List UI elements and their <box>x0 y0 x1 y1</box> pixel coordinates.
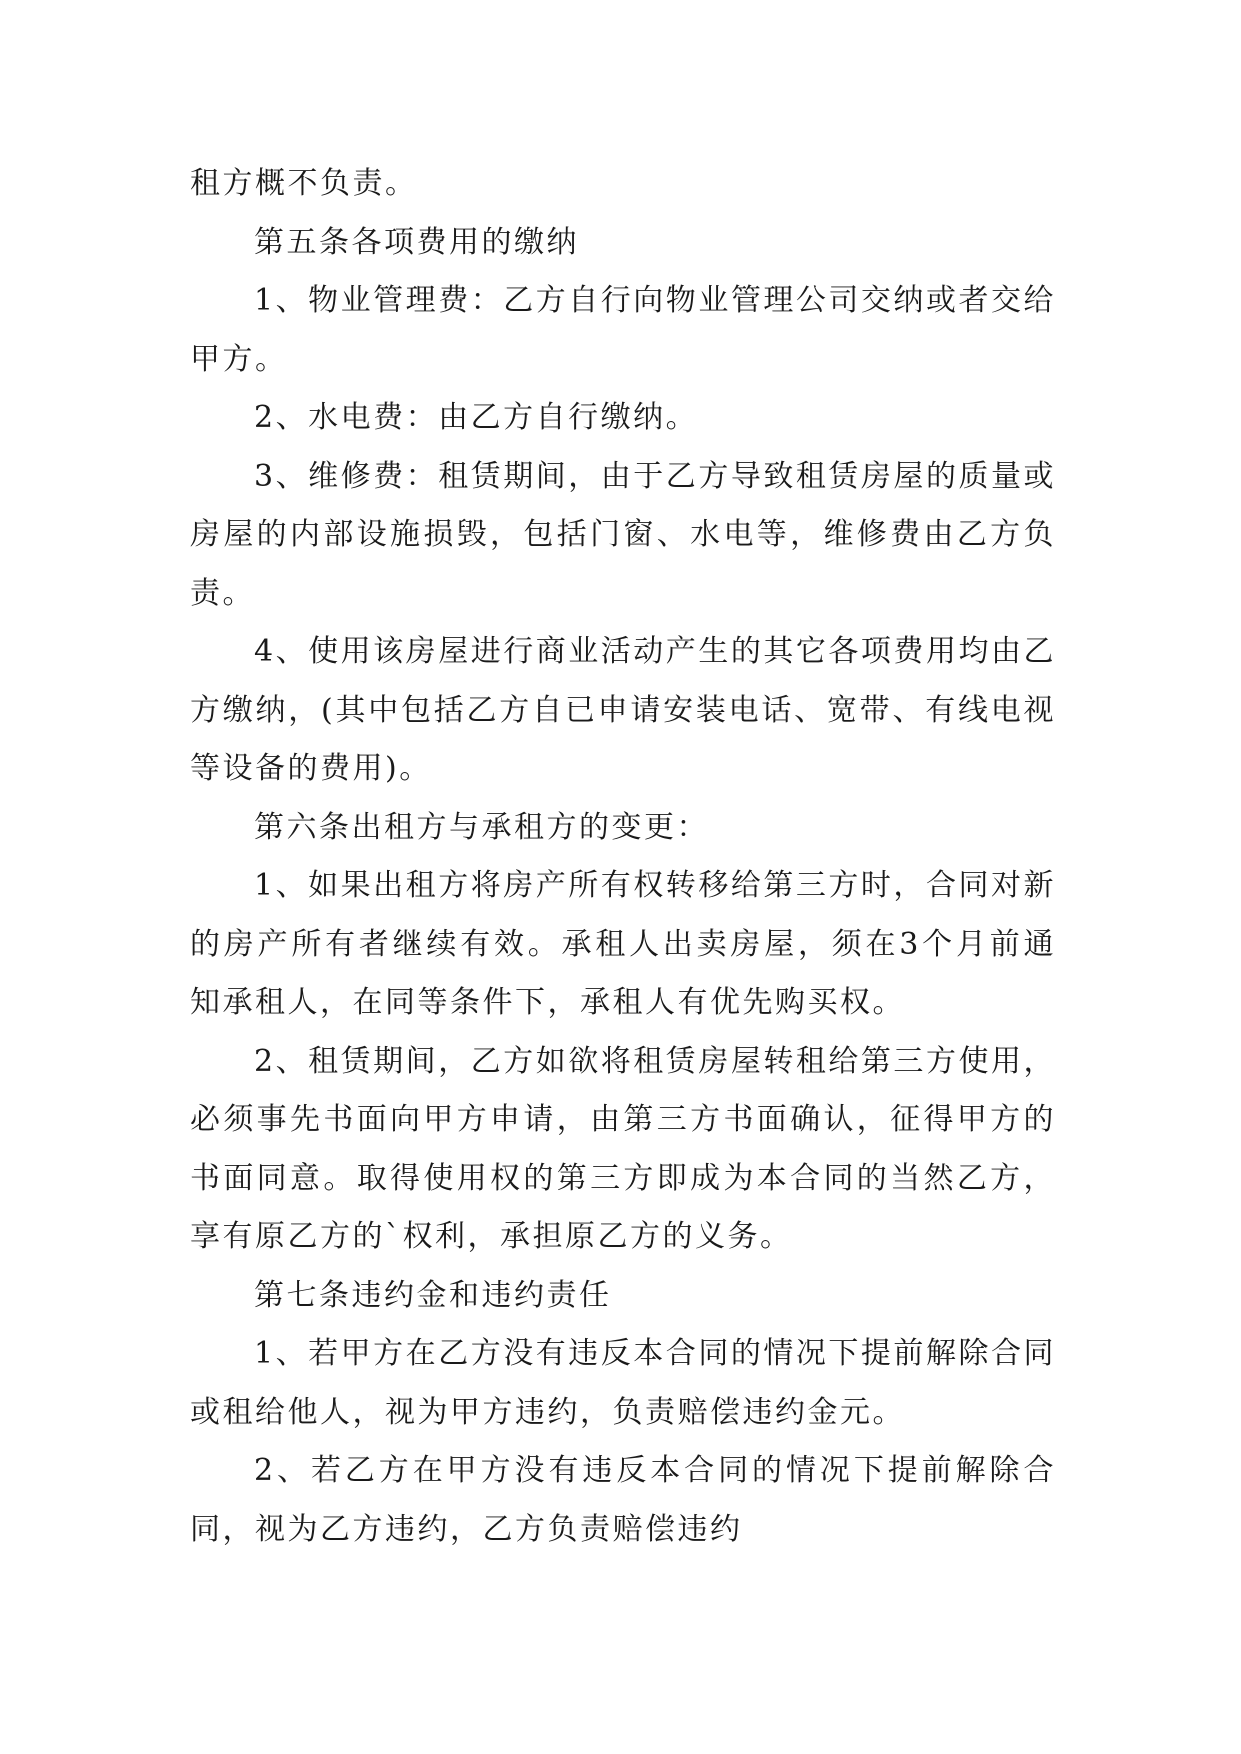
clause-5-2: 2、水电费：由乙方自行缴纳。 <box>254 400 699 435</box>
clause-5-4: 4、使用该房屋进行商业活动产生的其它各项费用均由乙方缴纳，(其中包括乙方自已申请安装电话、宽带、有线电视等设备的费用)。 <box>190 634 1056 786</box>
article-heading-6: 第六条出租方与承租方的变更： <box>254 809 709 845</box>
article-heading-7: 第七条违约金和违约责任 <box>254 1277 612 1313</box>
clause-6-1: 1、如果出租方将房产所有权转移给第三方时，合同对新的房产所有者继续有效。承租人出卖房屋，须在3个月前通知承租人，在同等条件下，承租人有优先购买权。 <box>190 868 1056 1020</box>
clause-5-1: 1、物业管理费：乙方自行向物业管理公司交纳或者交给甲方。 <box>190 283 1056 377</box>
clause-5-3: 3、维修费：租赁期间，由于乙方导致租赁房屋的质量或房屋的内部设施损毁，包括门窗、水电等，维修费由乙方负责。 <box>190 458 1056 611</box>
clause-7-1: 1、若甲方在乙方没有违反本合同的情况下提前解除合同或租给他人，视为甲方违约，负责赔偿违约金元。 <box>190 1336 1056 1430</box>
document-body <box>190 155 1056 1559</box>
clause-6-2: 2、租赁期间，乙方如欲将租赁房屋转租给第三方使用，必须事先书面向甲方申请，由第三方书面确认，征得甲方的书面同意。取得使用权的第三方即成为本合同的当然乙方，享有原乙方的`权利，承担原乙方的义务。 <box>190 1043 1056 1254</box>
article-heading-5: 第五条各项费用的缴纳 <box>254 224 579 260</box>
clause-7-2: 2、若乙方在甲方没有违反本合同的情况下提前解除合同，视为乙方违约，乙方负责赔偿违约 <box>190 1453 1056 1547</box>
paragraph-continuation: 租方概不负责。 <box>190 166 418 201</box>
